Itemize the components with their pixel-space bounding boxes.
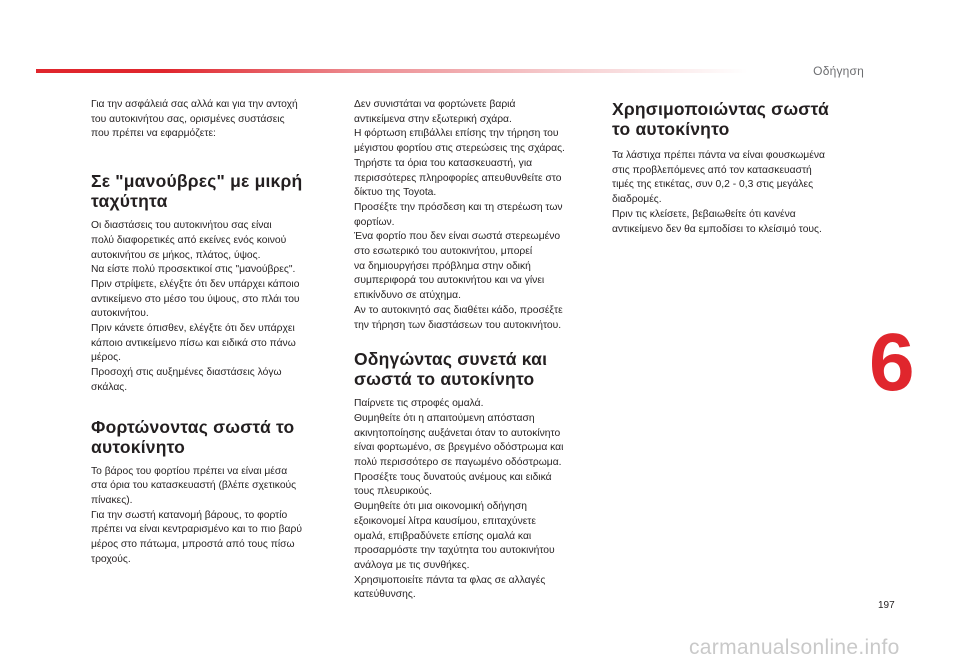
- watermark: carmanualsonline.info: [689, 636, 900, 659]
- heading-using-vehicle-correctly: Χρησιμοποιώντας σωστά το αυτοκίνητο: [612, 99, 829, 139]
- column-middle: [354, 98, 604, 603]
- driving-sensibly-text: Παίρνετε τις στροφές ομαλά. Θυμηθείτε ότι η απαιτούμενη απόσταση ακινητοποίησης αυξάνεται όταν το αυτοκίνητο είναι φορτωμένο, σε βρεγμένο οδόστρωμα και πολύ περισσότερο σε παγωμένο οδόστρωμα. Προσέξτε τους δυνατούς ανέμους και ειδικά τους πλευρικούς. Θυμηθείτε ότι μια οικονομική οδήγηση εξοικονομεί λίτρα καυσίμου, επιταχύνετε ομαλά, επιβραδύνετε επίσης ομαλά και προσαρμόστε την ταχύτητα του αυτοκινήτου ανάλογα με τις συνθήκες. Χρησιμοποιείτε πάντα τα φλας σε αλλαγές κατεύθυνσης.: [354, 398, 564, 601]
- heading-driving-sensibly: Οδηγώντας συνετά και σωστά το αυτοκίνητο: [354, 349, 548, 390]
- chapter-number: 6: [869, 317, 915, 408]
- loading-vehicle-text: Το βάρος του φορτίου πρέπει να είναι μέσα στα όρια του κατασκευαστή (βλέπε σχετικούς πίνακες). Για την σωστή κατανομή βάρους, το φορτίο πρέπει να είναι κεντραρισμένο και το πιο βαρύ μέρος στο πάτωμα, μπροστά από τους πίσω τροχούς.: [91, 465, 302, 565]
- roof-rack-text: Δεν συνιστάται να φορτώνετε βαριά αντικείμενα στην εξωτερική σχάρα. Η φόρτωση επιβάλλει επίσης την τήρηση του μέγιστου φορτίου στις στερεώσεις της σχάρας. Τηρήστε τα όρια του κατασκευαστή, για περισσότερες πληροφορίες απευθυνθείτε στο δίκτυο της Toyota. Προσέξτε την πρόσδεση και τη στερέωση των φορτίων. Ένα φορτίο που δεν είναι σωστά στερεωμένο στο εσωτερικό του αυτοκινήτου, μπορεί να δημιουργήσει πρόβλημα στην οδική συμπεριφορά του αυτοκινήτου και να γίνει επικίνδυνο σε ατύχημα. Αν το αυτοκινητό σας διαθέτει κάδο, προσέξτε την τήρηση των διαστάσεων του αυτοκινήτου.: [354, 99, 565, 331]
- intro-paragraph: Για την ασφάλειά σας αλλά και για την αντοχή του αυτοκινήτου σας, ορισμένες συστάσεις που πρέπει να εφαρμόζετε:: [91, 99, 298, 140]
- column-right: [612, 98, 862, 237]
- page-number: 197: [878, 600, 895, 611]
- column-left: [91, 98, 341, 567]
- heading-low-speed-maneuvers: Σε "μανούβρες" με μικρή ταχύτητα: [91, 171, 303, 212]
- header-accent-bar: [36, 69, 748, 73]
- section-title: Οδήγηση: [813, 64, 864, 78]
- using-vehicle-correctly-text: Τα λάστιχα πρέπει πάντα να είναι φουσκωμένα στις προβλεπόμενες από τον κατασκευαστή τιμές της ετικέτας, συν 0,2 - 0,3 στις μεγάλες διαδρομές. Πριν τις κλείσετε, βεβαιωθείτε ότι κανένα αντικείμενο δεν θα εμποδίσει το κλείσιμό τους.: [612, 150, 825, 235]
- heading-loading-vehicle: Φορτώνοντας σωστά το αυτοκίνητο: [91, 416, 295, 457]
- low-speed-maneuvers-text: Οι διαστάσεις του αυτοκινήτου σας είναι πολύ διαφορετικές από εκείνες ενός κοινού αυτοκινήτου σε μήκος, πλάτος, ύψος. Να είστε πολύ προσεκτικοί στις "μανούβρες". Πριν στρίψετε, ελέγξτε ότι δεν υπάρχει κάποιο αντικείμενο στο μέσο του ύψους, στο πλάι του αυτοκινήτου. Πριν κάνετε όπισθεν, ελέγξτε ότι δεν υπάρχει κάποιο αντικείμενο πίσω και ειδικά στο πάνω μέρος. Προσοχή στις αυξημένες διαστάσεις λόγω σκάλας.: [91, 220, 300, 393]
